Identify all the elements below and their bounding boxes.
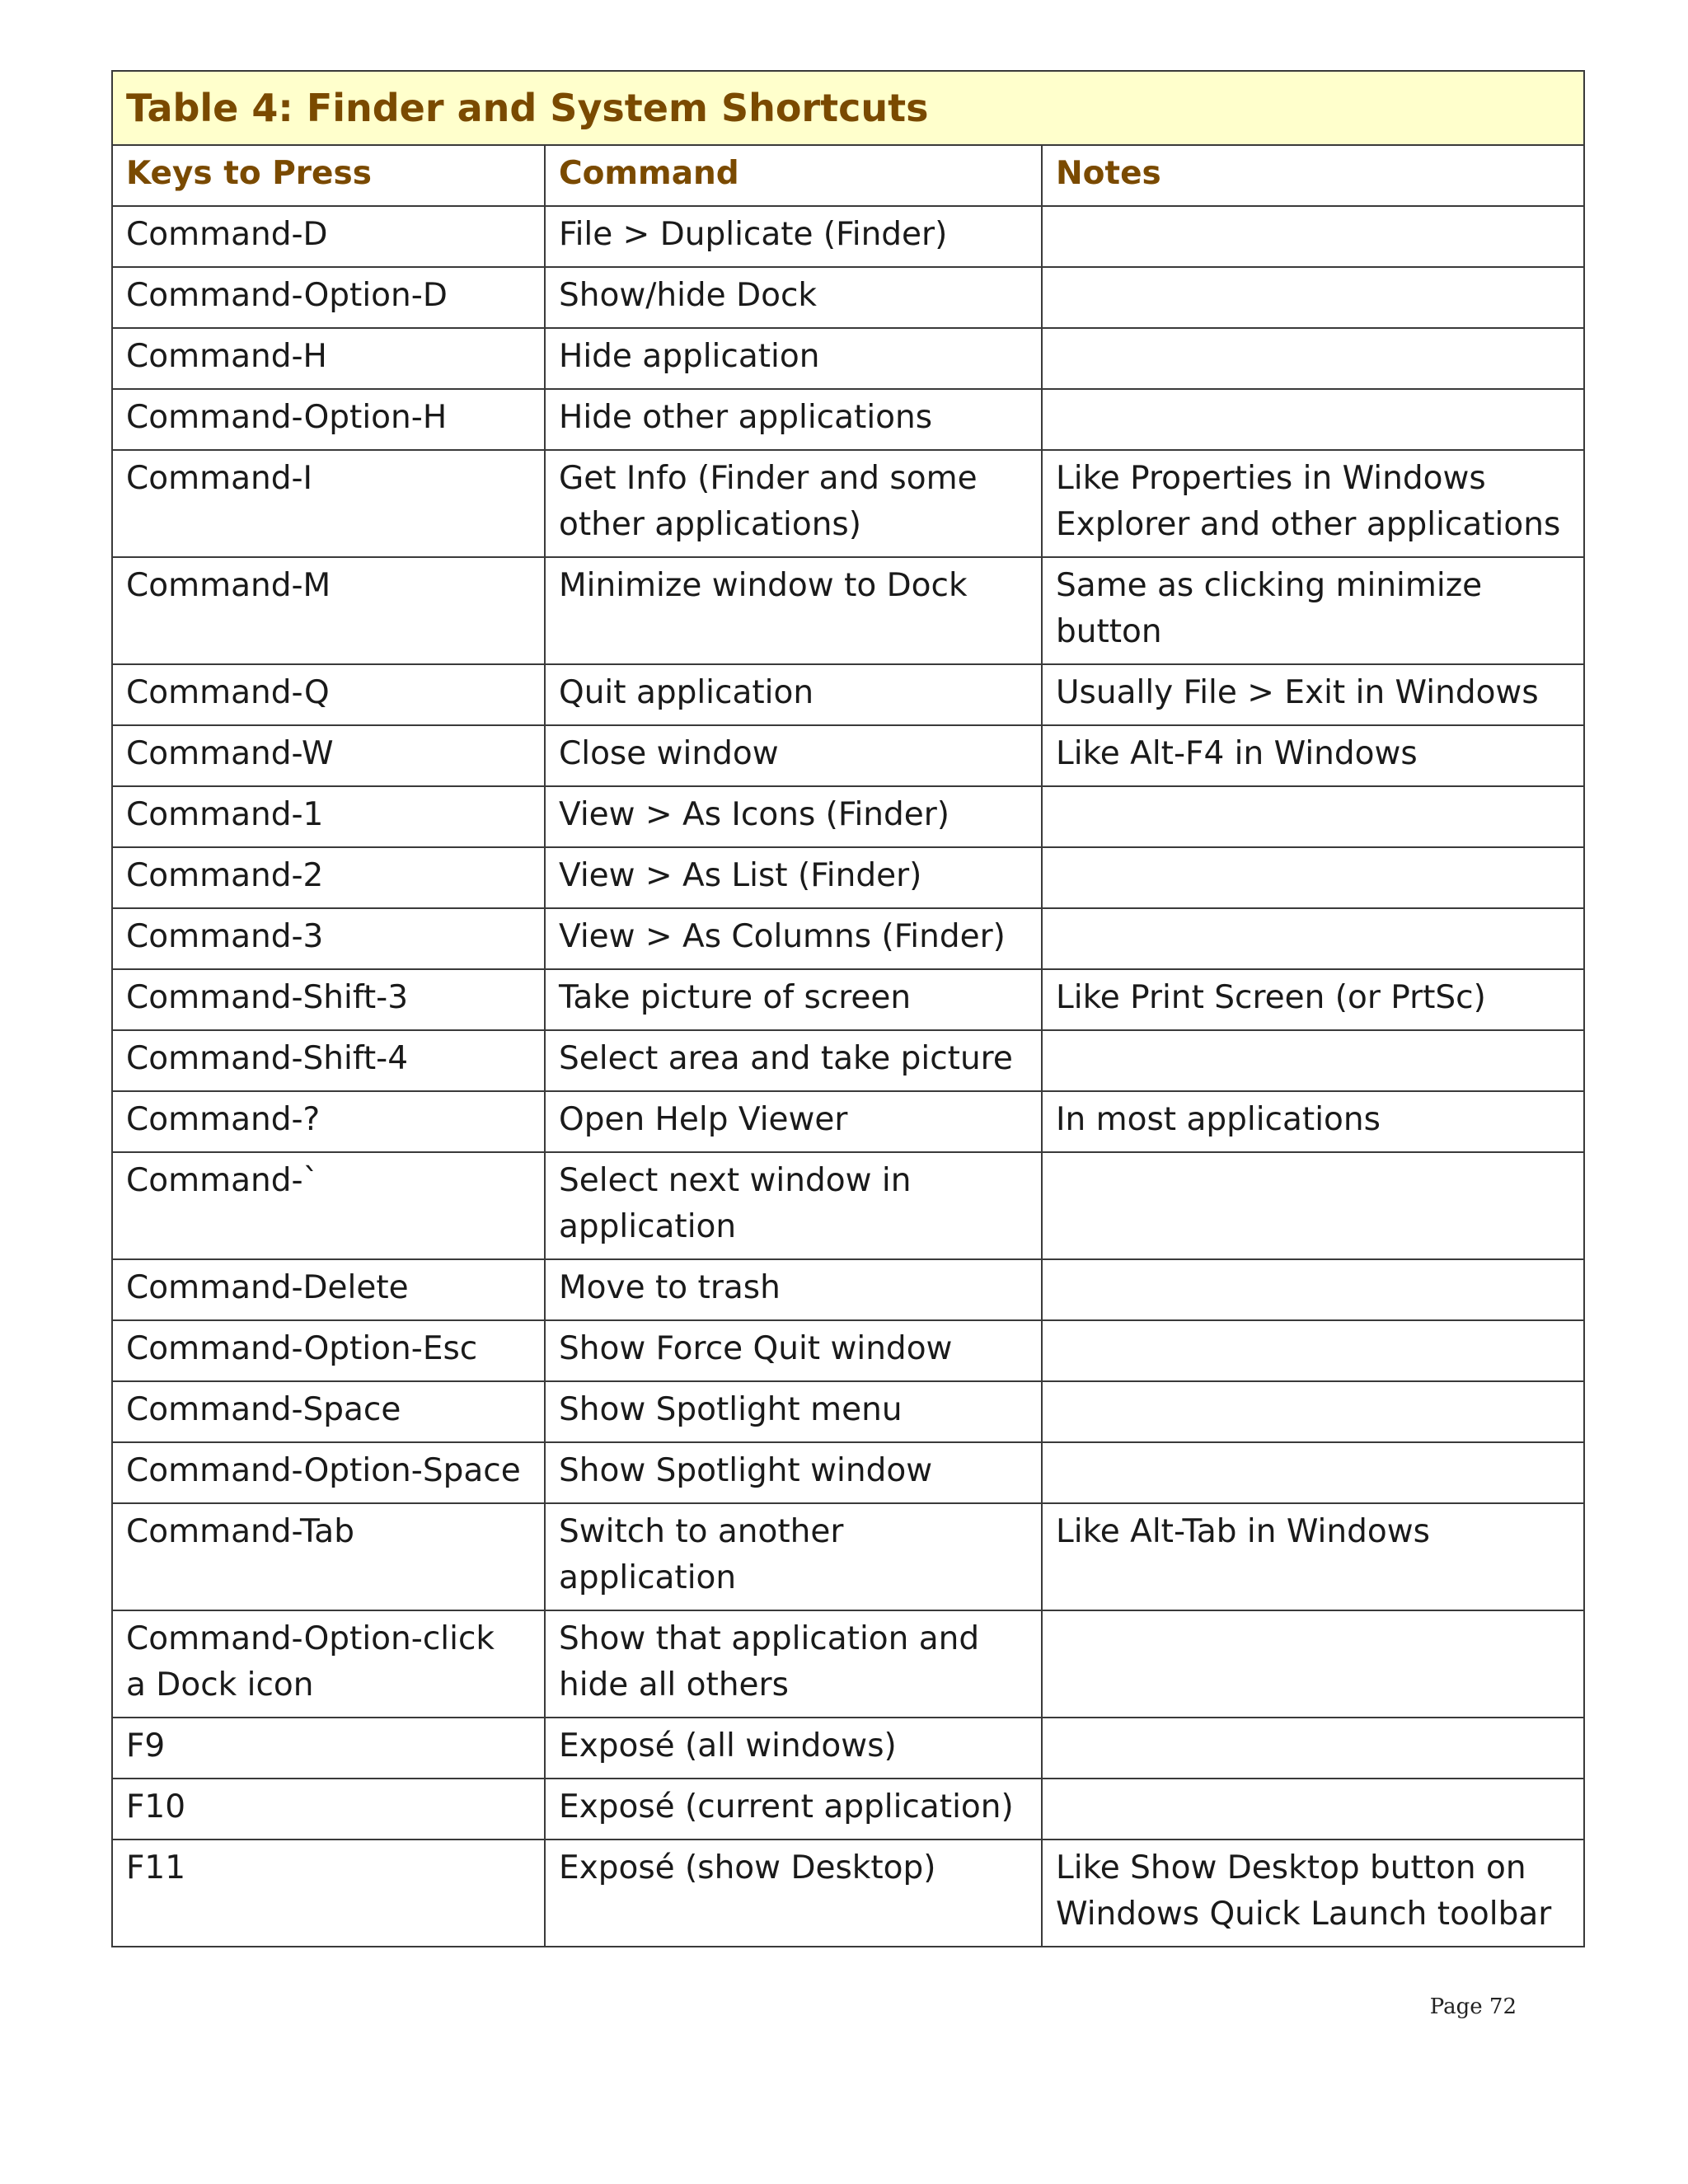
keys-cell: Command-Shift-4 <box>112 1030 545 1091</box>
keys-cell: Command-Q <box>112 664 545 725</box>
command-cell: Exposé (current application) <box>545 1779 1042 1840</box>
keys-cell: Command-Option-Esc <box>112 1320 545 1381</box>
notes-cell: Like Print Screen (or PrtSc) <box>1042 969 1584 1030</box>
table-row <box>112 725 1584 786</box>
notes-cell <box>1042 1152 1584 1259</box>
table-row <box>112 1152 1584 1259</box>
keys-cell: F10 <box>112 1779 545 1840</box>
notes-cell <box>1042 267 1584 328</box>
command-cell: Show/hide Dock <box>545 267 1042 328</box>
command-cell: Get Info (Finder and some other applications) <box>545 450 1042 557</box>
table-row <box>112 557 1584 664</box>
command-cell: View > As Columns (Finder) <box>545 908 1042 969</box>
column-header-command: Command <box>545 145 1042 206</box>
keys-cell: Command-Option-click a Dock icon <box>112 1610 545 1718</box>
shortcuts-table <box>111 70 1585 1947</box>
command-cell: Switch to another application <box>545 1503 1042 1610</box>
command-cell: Select next window in application <box>545 1152 1042 1259</box>
notes-cell <box>1042 1442 1584 1503</box>
notes-cell <box>1042 1320 1584 1381</box>
notes-cell <box>1042 1259 1584 1320</box>
table-title: Table 4: Finder and System Shortcuts <box>112 71 1584 145</box>
table-row <box>112 1779 1584 1840</box>
table-header-row <box>112 145 1584 206</box>
table-row <box>112 1442 1584 1503</box>
command-cell: View > As Icons (Finder) <box>545 786 1042 847</box>
column-header-notes: Notes <box>1042 145 1584 206</box>
keys-cell: F11 <box>112 1840 545 1947</box>
command-cell: Show Spotlight menu <box>545 1381 1042 1442</box>
table-body <box>112 206 1584 1947</box>
table-row <box>112 1840 1584 1947</box>
notes-cell <box>1042 908 1584 969</box>
keys-cell: Command-2 <box>112 847 545 908</box>
table-row <box>112 267 1584 328</box>
notes-cell <box>1042 328 1584 389</box>
command-cell: Quit application <box>545 664 1042 725</box>
table-row <box>112 1381 1584 1442</box>
command-cell: Take picture of screen <box>545 969 1042 1030</box>
command-cell: Close window <box>545 725 1042 786</box>
notes-cell: Usually File > Exit in Windows <box>1042 664 1584 725</box>
command-cell: File > Duplicate (Finder) <box>545 206 1042 267</box>
table-row <box>112 450 1584 557</box>
table-row <box>112 1259 1584 1320</box>
notes-cell: Like Alt-Tab in Windows <box>1042 1503 1584 1610</box>
table-row <box>112 969 1584 1030</box>
keys-cell: F9 <box>112 1718 545 1779</box>
keys-cell: Command-Option-Space <box>112 1442 545 1503</box>
command-cell: Hide other applications <box>545 389 1042 450</box>
command-cell: Show Spotlight window <box>545 1442 1042 1503</box>
keys-cell: Command-Option-D <box>112 267 545 328</box>
command-cell: Select area and take picture <box>545 1030 1042 1091</box>
command-cell: Show that application and hide all others <box>545 1610 1042 1718</box>
keys-cell: Command-3 <box>112 908 545 969</box>
table-row <box>112 328 1584 389</box>
table-row <box>112 1503 1584 1610</box>
notes-cell <box>1042 1718 1584 1779</box>
page-number: Page 72 <box>1429 1994 1517 2019</box>
keys-cell: Command-Shift-3 <box>112 969 545 1030</box>
keys-cell: Command-Option-H <box>112 389 545 450</box>
table-row <box>112 786 1584 847</box>
notes-cell <box>1042 786 1584 847</box>
table-row <box>112 847 1584 908</box>
command-cell: Open Help Viewer <box>545 1091 1042 1152</box>
notes-cell <box>1042 1779 1584 1840</box>
table-row <box>112 1320 1584 1381</box>
command-cell: Exposé (show Desktop) <box>545 1840 1042 1947</box>
table-row <box>112 1030 1584 1091</box>
notes-cell: Like Show Desktop button on Windows Quick Launch toolbar <box>1042 1840 1584 1947</box>
notes-cell <box>1042 389 1584 450</box>
notes-cell <box>1042 1030 1584 1091</box>
notes-cell: Like Properties in Windows Explorer and other applications <box>1042 450 1584 557</box>
table-row <box>112 389 1584 450</box>
table-row <box>112 908 1584 969</box>
command-cell: Minimize window to Dock <box>545 557 1042 664</box>
keys-cell: Command-D <box>112 206 545 267</box>
keys-cell: Command-Delete <box>112 1259 545 1320</box>
column-header-keys: Keys to Press <box>112 145 545 206</box>
command-cell: Show Force Quit window <box>545 1320 1042 1381</box>
keys-cell: Command-Space <box>112 1381 545 1442</box>
keys-cell: Command-I <box>112 450 545 557</box>
notes-cell: Like Alt-F4 in Windows <box>1042 725 1584 786</box>
command-cell: Move to trash <box>545 1259 1042 1320</box>
keys-cell: Command-Tab <box>112 1503 545 1610</box>
notes-cell <box>1042 847 1584 908</box>
table-row <box>112 664 1584 725</box>
keys-cell: Command-1 <box>112 786 545 847</box>
table-row <box>112 206 1584 267</box>
notes-cell <box>1042 1610 1584 1718</box>
keys-cell: Command-? <box>112 1091 545 1152</box>
notes-cell: Same as clicking minimize button <box>1042 557 1584 664</box>
table-title-row <box>112 71 1584 145</box>
keys-cell: Command-H <box>112 328 545 389</box>
notes-cell <box>1042 1381 1584 1442</box>
command-cell: Hide application <box>545 328 1042 389</box>
table-row <box>112 1610 1584 1718</box>
keys-cell: Command-` <box>112 1152 545 1259</box>
notes-cell: In most applications <box>1042 1091 1584 1152</box>
table-row <box>112 1091 1584 1152</box>
keys-cell: Command-M <box>112 557 545 664</box>
table-row <box>112 1718 1584 1779</box>
command-cell: View > As List (Finder) <box>545 847 1042 908</box>
command-cell: Exposé (all windows) <box>545 1718 1042 1779</box>
keys-cell: Command-W <box>112 725 545 786</box>
notes-cell <box>1042 206 1584 267</box>
